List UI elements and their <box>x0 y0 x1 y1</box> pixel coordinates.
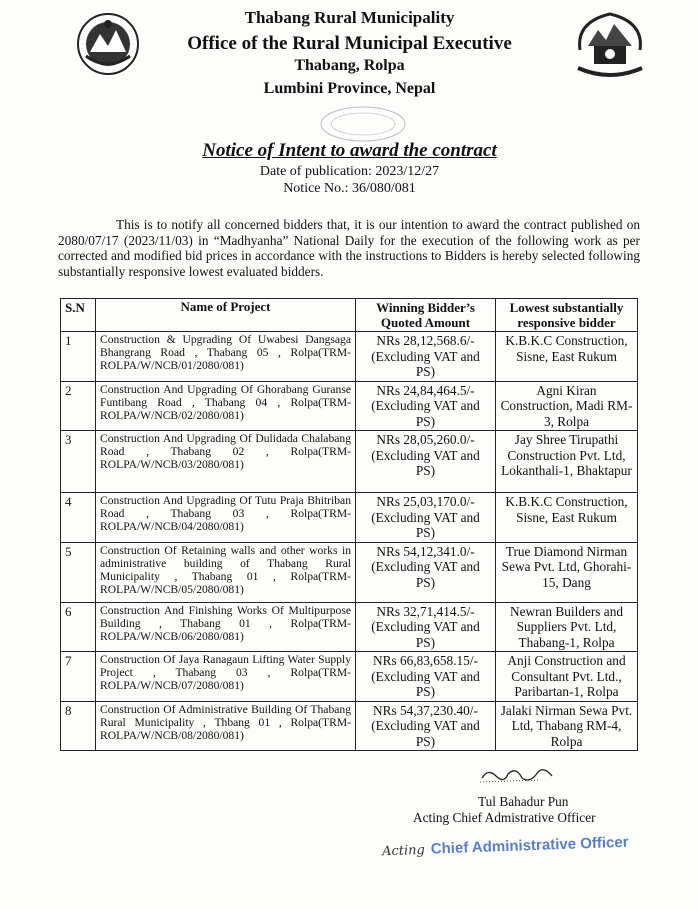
table-row <box>61 602 638 652</box>
cell-amount: NRs 32,71,414.5/- (Excluding VAT and PS) <box>356 602 496 652</box>
cell-bidder: Jalaki Nirman Sewa Pvt. Ltd, Thabang RM-4, Rolpa <box>496 701 638 751</box>
cell-sn: 6 <box>61 602 96 652</box>
notice-number: Notice No.: 36/080/081 <box>283 181 416 196</box>
cell-sn: 2 <box>61 381 96 431</box>
table-row <box>61 493 638 543</box>
cell-amount: NRs 54,37,230.40/- (Excluding VAT and PS) <box>356 701 496 751</box>
table-row <box>61 431 638 493</box>
cell-bidder: Jay Shree Tirupathi Construction Pvt. Ltd, Lokanthali-1, Bhaktapur <box>496 431 638 493</box>
signatory-title: Acting Chief Admistrative Officer <box>413 810 596 825</box>
notice-title: Notice of Intent to award the contract <box>202 140 497 161</box>
cell-bidder: True Diamond Nirman Sewa Pvt. Ltd, Ghorahi-15, Dang <box>496 542 638 602</box>
cell-project: Construction And Upgrading Of Ghorabang Guranse Funtibang Road , Thabang 04 , Rolpa(TRM-ROLPA/W/NCB/02/2080/081) <box>96 381 356 431</box>
office-name: Office of the Rural Municipal Executive <box>187 33 512 54</box>
cell-bidder: Newran Builders and Suppliers Pvt. Ltd, Thabang-1, Rolpa <box>496 602 638 652</box>
signature-scribble <box>478 764 558 786</box>
cell-project: Construction & Upgrading Of Uwabesi Dangsaga Bhangrang Road , Thabang 05 , Rolpa(TRM-ROLPA/W/NCB/01/2080/081) <box>96 332 356 382</box>
header-amount: Winning Bidder’s Quoted Amount <box>356 299 496 332</box>
cell-bidder: K.B.K.C Construction, Sisne, East Rukum <box>496 332 638 382</box>
cell-sn: 1 <box>61 332 96 382</box>
table-row <box>61 652 638 702</box>
province-name: Lumbini Province, Nepal <box>263 80 436 97</box>
cell-project: Construction And Upgrading Of Dulidada Chalabang Road , Thabang 02 , Rolpa(TRM-ROLPA/W/NCB/03/2080/081) <box>96 431 356 493</box>
cell-amount: NRs 54,12,341.0/- (Excluding VAT and PS) <box>356 542 496 602</box>
cell-sn: 4 <box>61 493 96 543</box>
cell-amount: NRs 28,05,260.0/- (Excluding VAT and PS) <box>356 431 496 493</box>
cell-bidder: Anji Construction and Consultant Pvt. Ltd., Paribartan-1, Rolpa <box>496 652 638 702</box>
table-header-row <box>61 299 638 332</box>
stamp-text: Chief Administrative Officer <box>430 833 629 858</box>
cell-bidder: Agni Kiran Construction, Madi RM-3, Rolpa <box>496 381 638 431</box>
stamp-handwritten: Acting <box>381 842 426 860</box>
header-bidder: Lowest substantially responsive bidder <box>496 299 638 332</box>
cell-sn: 5 <box>61 542 96 602</box>
cell-project: Construction Of Retaining walls and other works in administrative building of Thabang Rural Municipality , Thabang 01 , Rolpa(TRM-ROLPA/W/NCB/05/2080/081) <box>96 542 356 602</box>
cell-sn: 8 <box>61 701 96 751</box>
municipality-name: Thabang Rural Municipality <box>244 8 455 27</box>
cell-amount: NRs 66,83,658.15/- (Excluding VAT and PS) <box>356 652 496 702</box>
signatory-name: Tul Bahadur Pun <box>478 794 569 809</box>
header-project: Name of Project <box>96 299 356 332</box>
designation-stamp <box>382 834 629 860</box>
cell-bidder: K.B.K.C Construction, Sisne, East Rukum <box>496 493 638 543</box>
cell-project: Construction And Upgrading Of Tutu Praja Bhitriban Road , Thabang 03 , Rolpa(TRM-ROLPA/W/NCB/04/2080/081) <box>96 493 356 543</box>
intro-paragraph: This is to notify all concerned bidders that, it is our intention to award the contract published on 2080/07/17 (2023/11/03) in “Madhyanha” National Daily for the execution of the following work as per corrected and modified bid prices in accordance with the instructions to Bidders is hereby selected following substantially responsive lowest evaluated bidders. <box>58 217 640 279</box>
table-row <box>61 542 638 602</box>
table-row <box>61 381 638 431</box>
cell-amount: NRs 24,84,464.5/- (Excluding VAT and PS) <box>356 381 496 431</box>
cell-amount: NRs 28,12,568.6/- (Excluding VAT and PS) <box>356 332 496 382</box>
cell-project: Construction Of Jaya Ranagaun Lifting Water Supply Project , Thabang 03 , Rolpa(TRM-ROLPA/W/NCB/07/2080/081) <box>96 652 356 702</box>
cell-sn: 7 <box>61 652 96 702</box>
header-sn: S.N <box>61 299 96 332</box>
cell-sn: 3 <box>61 431 96 493</box>
table-row <box>61 701 638 751</box>
cell-amount: NRs 25,03,170.0/- (Excluding VAT and PS) <box>356 493 496 543</box>
office-location: Thabang, Rolpa <box>294 57 405 74</box>
award-table <box>60 298 638 751</box>
cell-project: Construction And Finishing Works Of Multipurpose Building , Thabang 01 , Rolpa(TRM-ROLPA/W/NCB/06/2080/081) <box>96 602 356 652</box>
publication-date: Date of publication: 2023/12/27 <box>259 164 440 179</box>
cell-project: Construction Of Administrative Building Of Thabang Rural Municipality , Thbang 01 , Rolpa(TRM-ROLPA/W/NCB/08/2080/081) <box>96 701 356 751</box>
table-row <box>61 332 638 382</box>
office-stamp <box>318 104 408 144</box>
